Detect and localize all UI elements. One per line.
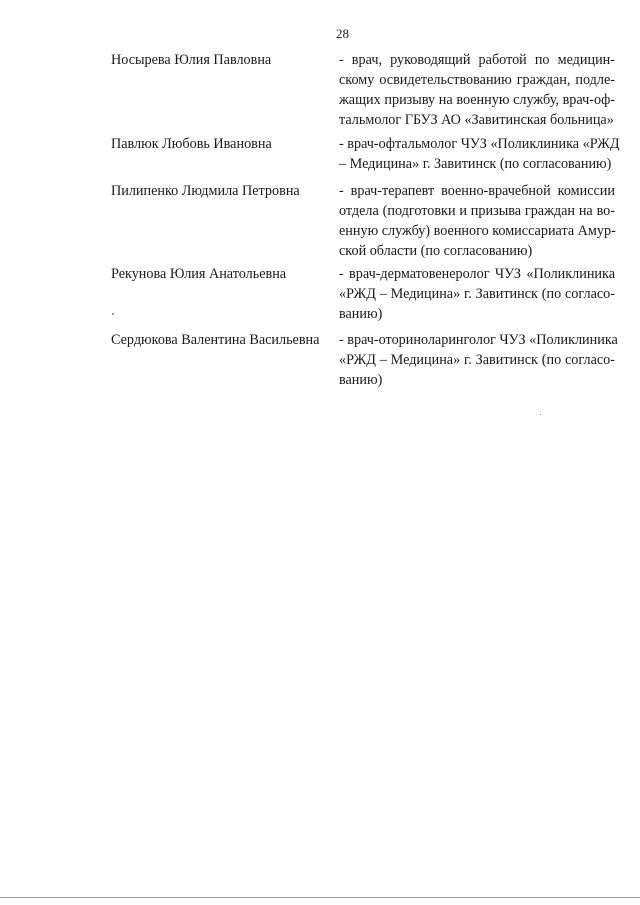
scan-speck xyxy=(540,414,541,415)
role-line: ванию) xyxy=(339,372,383,388)
role-line: - врач, руководящий работой по медицин- xyxy=(339,52,615,68)
role-line: отдела (подготовки и призыва граждан на во- xyxy=(339,203,615,219)
role-line: - врач-дерматовенеролог ЧУЗ «Поликлиника xyxy=(339,266,615,282)
role-line: – Медицина» г. Завитинск (по согласованию) xyxy=(339,156,612,172)
role-line: «РЖД – Медицина» г. Завитинск (по согласо- xyxy=(339,352,615,368)
member-role xyxy=(339,50,615,130)
member-name: Пилипенко Людмила Петровна xyxy=(111,183,300,199)
member-role xyxy=(339,264,615,324)
role-line: скому освидетельствованию граждан, подле- xyxy=(339,72,615,88)
role-line: «РЖД – Медицина» г. Завитинск (по согласо- xyxy=(339,286,615,302)
member-name: Рекунова Юлия Анатольевна xyxy=(111,266,287,282)
member-name: Сердюкова Валентина Васильевна xyxy=(111,332,320,348)
page-number: 28 xyxy=(336,26,349,41)
member-role xyxy=(339,181,615,261)
role-line: - врач-оториноларинголог ЧУЗ «Поликлиника xyxy=(339,332,618,348)
role-line: ванию) xyxy=(339,306,383,322)
role-line: ской области (по согласованию) xyxy=(339,243,533,259)
member-name: Павлюк Любовь Ивановна xyxy=(111,136,272,152)
member-name: Носырева Юлия Павловна xyxy=(111,52,272,68)
role-line: - врач-терапевт военно-врачебной комиссии xyxy=(339,183,615,199)
member-role xyxy=(339,330,618,390)
scan-speck xyxy=(112,313,114,315)
role-line: тальмолог ГБУЗ АО «Завитинская больница» xyxy=(339,112,614,128)
role-line: енную службу) военного комиссариата Амур- xyxy=(339,223,616,239)
member-role xyxy=(339,134,620,174)
role-line: - врач-офтальмолог ЧУЗ «Поликлиника «РЖД xyxy=(339,136,620,152)
role-line: жащих призыву на военную службу, врач-оф- xyxy=(339,92,615,108)
scan-edge-line xyxy=(0,897,640,898)
